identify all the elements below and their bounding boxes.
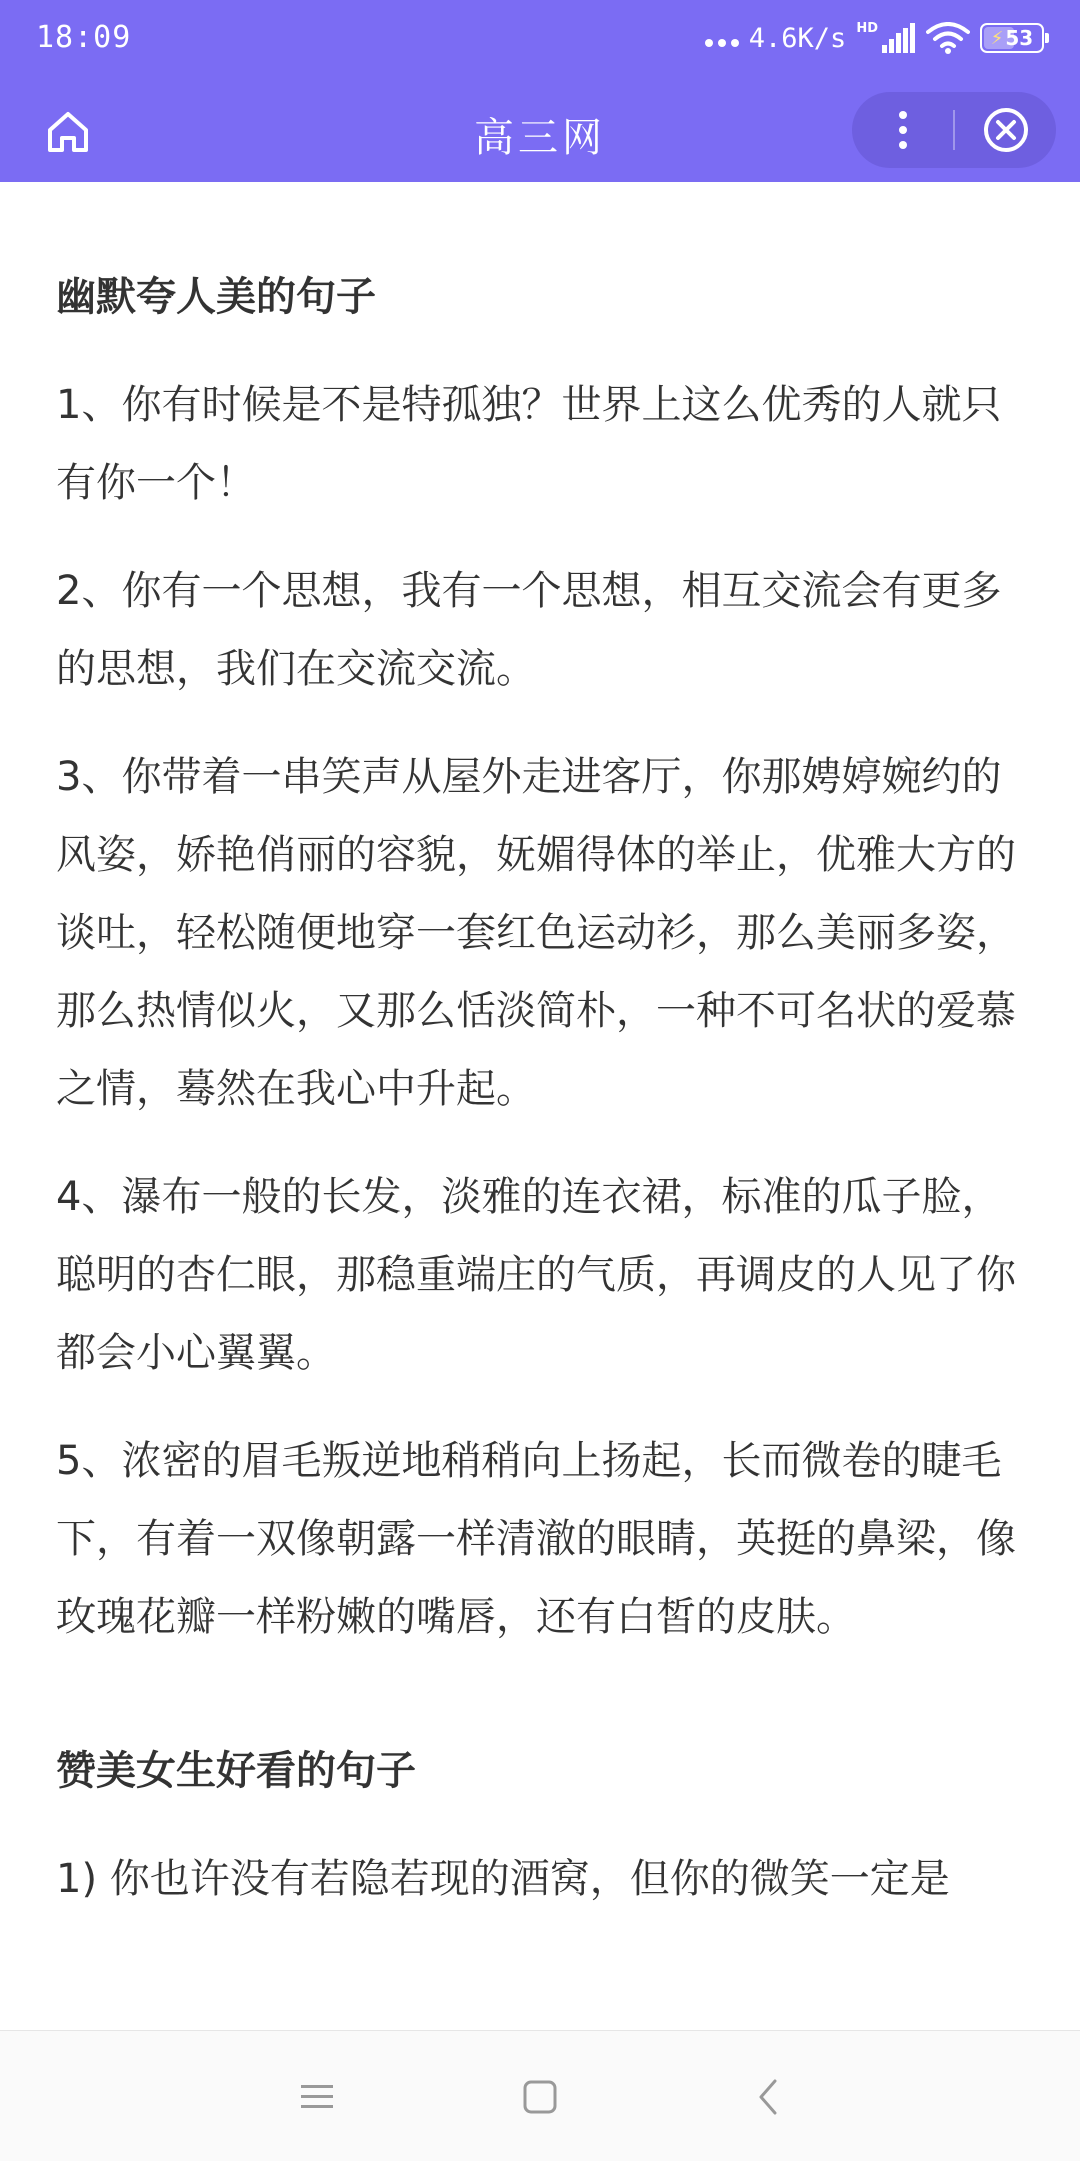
more-button[interactable]: [852, 92, 953, 168]
section-title-1: 幽默夸人美的句子: [56, 274, 376, 320]
list-item: 3、你带着一串笑声从屋外走进客厅，你那娉婷婉约的风姿，娇艳俏丽的容貌，妩媚得体的举止，优雅大方的谈吐，轻松随便地穿一套红色运动衫，那么美丽多姿，那么热情似火，又那么恬淡简朴，一种不可名状的爱慕之情，蓦然在我心中升起。: [56, 754, 1016, 1112]
charging-icon: ⚡: [990, 27, 1004, 49]
status-time: 18:09: [36, 20, 132, 55]
status-bar: [0, 0, 1080, 80]
list-item: 4、瀑布一般的长发，淡雅的连衣裙，标准的瓜子脸，聪明的杏仁眼，那稳重端庄的气质，再调皮的人见了你都会小心翼翼。: [56, 1174, 1016, 1376]
back-chevron-icon: [753, 2077, 783, 2117]
hd-label: HD: [856, 20, 878, 36]
more-notifications-icon: [705, 39, 739, 47]
menu-icon: [299, 2082, 335, 2112]
home-nav-button[interactable]: [500, 2057, 580, 2137]
back-button[interactable]: [728, 2057, 808, 2137]
more-vertical-icon: [897, 110, 909, 150]
battery-indicator: [980, 23, 1044, 53]
system-nav-bar: [0, 2030, 1080, 2161]
page-title: 高三网: [474, 115, 606, 161]
title-bar: [0, 80, 1080, 182]
article-content[interactable]: [56, 182, 1028, 2030]
wifi-icon: [926, 22, 970, 54]
list-item: 1、你有时候是不是特孤独？世界上这么优秀的人就只有你一个！: [56, 382, 1002, 506]
list-item: 2、你有一个思想，我有一个思想，相互交流会有更多的思想，我们在交流交流。: [56, 568, 1002, 692]
list-item: 5、浓密的眉毛叛逆地稍稍向上扬起，长而微卷的睫毛下，有着一双像朝露一样清澈的眼睛，英挺的鼻梁，像玫瑰花瓣一样粉嫩的嘴唇，还有白皙的皮肤。: [56, 1438, 1016, 1640]
square-home-icon: [522, 2079, 558, 2115]
app-header: [0, 0, 1080, 182]
section-title-2: 赞美女生好看的句子: [56, 1748, 416, 1794]
battery-percent: 53: [1005, 26, 1034, 50]
signal-icon: [882, 23, 916, 53]
network-speed: 4.6K/s: [748, 22, 847, 54]
list-item: 1) 你也许没有若隐若现的酒窝，但你的微笑一定是: [56, 1856, 950, 1902]
mini-program-capsule: [852, 92, 1056, 168]
status-icons: [705, 18, 1044, 58]
close-circle-icon: [982, 106, 1030, 154]
close-button[interactable]: [955, 92, 1056, 168]
menu-button[interactable]: [277, 2057, 357, 2137]
